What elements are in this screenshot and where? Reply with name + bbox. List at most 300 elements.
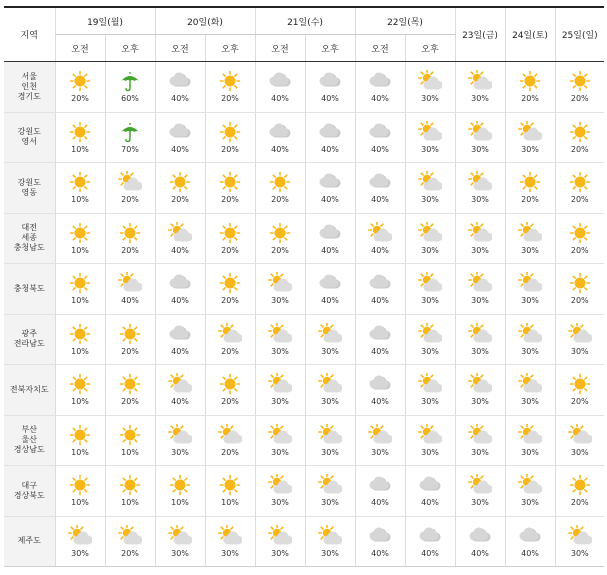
precipitation-chance: 30% (471, 397, 489, 407)
sun-behind-cloud-icon (468, 171, 492, 193)
forecast-cell (455, 264, 505, 315)
region-label (4, 466, 55, 517)
region-label-line: 경기도 (17, 91, 41, 101)
precipitation-chance: 40% (171, 346, 189, 356)
forecast-cell (405, 62, 455, 113)
sun-behind-cloud-icon (268, 525, 292, 547)
sun-behind-cloud-icon (318, 474, 342, 496)
sun-behind-cloud-icon (418, 272, 442, 294)
sun-icon (218, 222, 242, 244)
region-label-line: 영동 (21, 187, 37, 197)
sun-icon (168, 474, 192, 496)
precipitation-chance: 30% (471, 346, 489, 356)
forecast-cell (305, 516, 355, 567)
forecast-cell (105, 213, 155, 264)
sun-behind-cloud-icon (418, 222, 442, 244)
sun-behind-cloud-icon (268, 474, 292, 496)
precipitation-chance: 30% (471, 144, 489, 154)
precipitation-chance: 10% (71, 144, 89, 154)
precipitation-chance: 30% (421, 94, 439, 104)
precipitation-chance: 10% (71, 498, 89, 508)
precipitation-chance: 30% (421, 447, 439, 457)
precipitation-chance: 40% (371, 94, 389, 104)
forecast-cell (555, 365, 604, 416)
precipitation-chance: 30% (521, 397, 539, 407)
precipitation-chance: 40% (371, 144, 389, 154)
region-label (4, 516, 55, 567)
forecast-cell (255, 365, 305, 416)
sun-icon (518, 70, 542, 92)
region-label-line: 인천 (21, 81, 37, 91)
cloud-icon (318, 121, 342, 143)
forecast-cell (205, 466, 255, 517)
region-label-line: 서울 (21, 71, 37, 81)
forecast-cell (305, 314, 355, 365)
sun-behind-cloud-icon (468, 272, 492, 294)
precipitation-chance: 40% (371, 397, 389, 407)
forecast-cell (305, 466, 355, 517)
sun-icon (568, 70, 592, 92)
region-label-line: 대구 (21, 480, 37, 490)
cloud-icon (168, 70, 192, 92)
sun-icon (218, 272, 242, 294)
cloud-icon (318, 70, 342, 92)
am-header-21: 오전 (255, 35, 305, 62)
day-header-22: 22일(목) (355, 7, 455, 35)
forecast-cell (155, 163, 205, 214)
precipitation-chance: 20% (221, 296, 239, 306)
sun-behind-cloud-icon (318, 323, 342, 345)
day-header-21: 21일(수) (255, 7, 355, 35)
forecast-cell (455, 112, 505, 163)
sun-icon (68, 424, 92, 446)
day-header-19: 19일(월) (55, 7, 155, 35)
precipitation-chance: 40% (471, 548, 489, 558)
cloud-icon (318, 222, 342, 244)
precipitation-chance: 40% (371, 296, 389, 306)
precipitation-chance: 40% (171, 397, 189, 407)
forecast-cell (55, 415, 105, 466)
sun-icon (218, 70, 242, 92)
precipitation-chance: 30% (570, 346, 589, 356)
weather-forecast-table (4, 6, 604, 567)
sun-behind-cloud-icon (168, 222, 192, 244)
precipitation-chance: 20% (121, 245, 139, 255)
region-label-line: 충청북도 (13, 283, 45, 293)
day-header-20: 20일(화) (155, 7, 255, 35)
forecast-cell (255, 112, 305, 163)
cloud-icon (168, 272, 192, 294)
forecast-cell (555, 62, 604, 113)
table-row (4, 213, 604, 264)
precipitation-chance: 20% (570, 94, 589, 104)
precipitation-chance: 20% (521, 195, 539, 205)
precipitation-chance: 30% (321, 397, 339, 407)
region-label-line: 경상남도 (13, 445, 45, 455)
precipitation-chance: 20% (121, 195, 139, 205)
region-label-line: 대전 (21, 223, 37, 233)
precipitation-chance: 30% (271, 498, 289, 508)
forecast-cell (255, 466, 305, 517)
sun-behind-cloud-icon (468, 373, 492, 395)
forecast-cell (205, 314, 255, 365)
cloud-icon (268, 70, 292, 92)
forecast-cell (355, 163, 405, 214)
pm-header-19: 오후 (105, 35, 155, 62)
pm-header-20: 오후 (205, 35, 255, 62)
sun-icon (268, 222, 292, 244)
precipitation-chance: 30% (171, 447, 189, 457)
precipitation-chance: 30% (421, 397, 439, 407)
forecast-cell (155, 62, 205, 113)
region-label (4, 62, 55, 113)
region-label-line: 전북자치도 (9, 384, 49, 394)
forecast-cell (205, 163, 255, 214)
precipitation-chance: 30% (471, 447, 489, 457)
table-row (4, 264, 604, 315)
precipitation-chance: 30% (271, 397, 289, 407)
sun-behind-cloud-icon (468, 474, 492, 496)
precipitation-chance: 20% (221, 346, 239, 356)
sun-icon (168, 171, 192, 193)
sun-behind-cloud-icon (418, 323, 442, 345)
precipitation-chance: 20% (570, 498, 589, 508)
precipitation-chance: 30% (471, 195, 489, 205)
precipitation-chance: 10% (71, 195, 89, 205)
sun-behind-cloud-icon (318, 525, 342, 547)
forecast-cell (155, 213, 205, 264)
precipitation-chance: 30% (521, 447, 539, 457)
region-label-line: 광주 (21, 329, 37, 339)
region-label-line: 부산 (21, 425, 37, 435)
forecast-cell (255, 516, 305, 567)
forecast-cell (405, 163, 455, 214)
precipitation-chance: 20% (271, 245, 289, 255)
precipitation-chance: 30% (321, 548, 339, 558)
precipitation-chance: 30% (471, 245, 489, 255)
sun-icon (218, 373, 242, 395)
precipitation-chance: 30% (71, 548, 89, 558)
precipitation-chance: 20% (71, 94, 89, 104)
cloud-icon (268, 121, 292, 143)
precipitation-chance: 40% (371, 498, 389, 508)
sun-behind-cloud-icon (218, 525, 242, 547)
forecast-cell (505, 466, 555, 517)
precipitation-chance: 10% (71, 397, 89, 407)
forecast-cell (555, 163, 604, 214)
forecast-cell (505, 415, 555, 466)
region-label-line: 전라남도 (13, 339, 45, 349)
precipitation-chance: 40% (371, 245, 389, 255)
precipitation-chance: 10% (71, 245, 89, 255)
precipitation-chance: 20% (570, 195, 589, 205)
cloud-icon (168, 323, 192, 345)
forecast-cell (205, 415, 255, 466)
forecast-cell (405, 213, 455, 264)
forecast-cell (105, 365, 155, 416)
forecast-cell (155, 112, 205, 163)
forecast-cell (155, 466, 205, 517)
sun-behind-cloud-icon (418, 373, 442, 395)
sun-behind-cloud-icon (418, 171, 442, 193)
forecast-cell (305, 112, 355, 163)
forecast-cell (405, 415, 455, 466)
forecast-cell (555, 264, 604, 315)
forecast-cell (55, 516, 105, 567)
sun-behind-cloud-icon (518, 272, 542, 294)
sun-icon (68, 171, 92, 193)
region-label-line: 강원도 (17, 177, 41, 187)
precipitation-chance: 20% (570, 397, 589, 407)
sun-behind-cloud-icon (568, 525, 592, 547)
forecast-cell (55, 466, 105, 517)
table-row (4, 516, 604, 567)
region-label (4, 314, 55, 365)
forecast-cell (155, 365, 205, 416)
cloud-icon (518, 525, 542, 547)
sun-icon (568, 171, 592, 193)
precipitation-chance: 40% (321, 296, 339, 306)
sun-behind-cloud-icon (118, 525, 142, 547)
precipitation-chance: 10% (171, 498, 189, 508)
sun-icon (118, 323, 142, 345)
day-header-23: 23일(금) (455, 7, 505, 62)
forecast-cell (455, 163, 505, 214)
umbrella-icon (118, 70, 142, 92)
pm-header-22: 오후 (405, 35, 455, 62)
sun-icon (568, 272, 592, 294)
precipitation-chance: 10% (221, 498, 239, 508)
sun-icon (118, 222, 142, 244)
forecast-cell (455, 62, 505, 113)
cloud-icon (368, 525, 392, 547)
region-label-line: 울산 (21, 435, 37, 445)
forecast-cell (305, 264, 355, 315)
sun-icon (218, 474, 242, 496)
precipitation-chance: 40% (271, 94, 289, 104)
sun-icon (68, 373, 92, 395)
forecast-cell (155, 516, 205, 567)
forecast-cell (255, 314, 305, 365)
precipitation-chance: 30% (521, 498, 539, 508)
precipitation-chance: 20% (221, 195, 239, 205)
precipitation-chance: 20% (221, 447, 239, 457)
region-column-header: 지역 (4, 7, 55, 62)
precipitation-chance: 40% (171, 144, 189, 154)
cloud-icon (318, 171, 342, 193)
forecast-cell (405, 314, 455, 365)
cloud-icon (418, 525, 442, 547)
precipitation-chance: 10% (71, 447, 89, 457)
forecast-cell (255, 213, 305, 264)
precipitation-chance: 10% (121, 447, 139, 457)
precipitation-chance: 30% (271, 548, 289, 558)
am-header-20: 오전 (155, 35, 205, 62)
region-label-line: 충청남도 (13, 243, 45, 253)
cloud-icon (468, 525, 492, 547)
sun-icon (68, 323, 92, 345)
cloud-icon (368, 323, 392, 345)
forecast-cell (505, 516, 555, 567)
precipitation-chance: 10% (121, 498, 139, 508)
forecast-cell (555, 112, 604, 163)
precipitation-chance: 40% (321, 94, 339, 104)
forecast-cell (155, 415, 205, 466)
sun-icon (68, 121, 92, 143)
forecast-cell (505, 314, 555, 365)
forecast-cell (205, 213, 255, 264)
forecast-cell (505, 112, 555, 163)
cloud-icon (368, 272, 392, 294)
precipitation-chance: 30% (521, 144, 539, 154)
forecast-cell (455, 365, 505, 416)
precipitation-chance: 20% (171, 195, 189, 205)
forecast-cell (255, 62, 305, 113)
forecast-cell (55, 112, 105, 163)
precipitation-chance: 30% (570, 548, 589, 558)
sun-behind-cloud-icon (368, 424, 392, 446)
forecast-cell (105, 516, 155, 567)
forecast-cell (555, 213, 604, 264)
forecast-cell (305, 213, 355, 264)
day-header-24: 24일(토) (505, 7, 555, 62)
precipitation-chance: 40% (121, 296, 139, 306)
sun-icon (268, 171, 292, 193)
region-label (4, 415, 55, 466)
table-row (4, 62, 604, 113)
precipitation-chance: 30% (421, 346, 439, 356)
forecast-cell (255, 264, 305, 315)
forecast-cell (355, 365, 405, 416)
sun-icon (218, 171, 242, 193)
sun-behind-cloud-icon (268, 323, 292, 345)
precipitation-chance: 30% (271, 447, 289, 457)
sun-behind-cloud-icon (518, 373, 542, 395)
forecast-cell (455, 213, 505, 264)
precipitation-chance: 20% (121, 397, 139, 407)
am-header-22: 오전 (355, 35, 405, 62)
forecast-cell (405, 264, 455, 315)
pm-header-21: 오후 (305, 35, 355, 62)
precipitation-chance: 30% (570, 447, 589, 457)
sun-icon (568, 121, 592, 143)
sun-behind-cloud-icon (568, 424, 592, 446)
forecast-cell (255, 415, 305, 466)
forecast-cell (555, 415, 604, 466)
sun-behind-cloud-icon (418, 121, 442, 143)
forecast-cell (455, 466, 505, 517)
precipitation-chance: 30% (421, 245, 439, 255)
precipitation-chance: 40% (321, 195, 339, 205)
forecast-cell (355, 314, 405, 365)
sun-behind-cloud-icon (118, 171, 142, 193)
forecast-cell (305, 62, 355, 113)
precipitation-chance: 20% (570, 296, 589, 306)
sun-behind-cloud-icon (268, 272, 292, 294)
forecast-cell (305, 163, 355, 214)
region-label-line: 제주도 (17, 536, 41, 546)
forecast-cell (55, 213, 105, 264)
sun-icon (118, 474, 142, 496)
region-label-line: 경상북도 (13, 490, 45, 500)
forecast-cell (205, 516, 255, 567)
region-label (4, 264, 55, 315)
precipitation-chance: 30% (471, 94, 489, 104)
umbrella-icon (118, 121, 142, 143)
precipitation-chance: 30% (421, 144, 439, 154)
precipitation-chance: 40% (371, 346, 389, 356)
region-label-line: 세종 (21, 233, 37, 243)
forecast-cell (105, 62, 155, 113)
sun-icon (68, 272, 92, 294)
precipitation-chance: 70% (121, 144, 139, 154)
forecast-cell (355, 415, 405, 466)
forecast-cell (505, 62, 555, 113)
forecast-cell (405, 466, 455, 517)
sun-icon (68, 222, 92, 244)
forecast-cell (455, 415, 505, 466)
sun-behind-cloud-icon (318, 373, 342, 395)
cloud-icon (368, 474, 392, 496)
table-row (4, 163, 604, 214)
forecast-rows (4, 62, 604, 567)
sun-behind-cloud-icon (168, 373, 192, 395)
cloud-icon (368, 373, 392, 395)
forecast-cell (505, 365, 555, 416)
table-row (4, 314, 604, 365)
precipitation-chance: 30% (221, 548, 239, 558)
sun-behind-cloud-icon (468, 121, 492, 143)
forecast-cell (105, 163, 155, 214)
cloud-icon (318, 272, 342, 294)
forecast-cell (405, 112, 455, 163)
forecast-cell (555, 466, 604, 517)
forecast-cell (555, 516, 604, 567)
sun-behind-cloud-icon (268, 373, 292, 395)
forecast-cell (55, 314, 105, 365)
sun-behind-cloud-icon (118, 272, 142, 294)
precipitation-chance: 30% (421, 296, 439, 306)
forecast-cell (255, 163, 305, 214)
forecast-cell (105, 112, 155, 163)
precipitation-chance: 40% (521, 548, 539, 558)
table-row (4, 365, 604, 416)
am-header-19: 오전 (55, 35, 105, 62)
forecast-cell (155, 264, 205, 315)
precipitation-chance: 20% (221, 94, 239, 104)
region-label (4, 112, 55, 163)
forecast-cell (305, 415, 355, 466)
precipitation-chance: 20% (271, 195, 289, 205)
region-label (4, 163, 55, 214)
precipitation-chance: 30% (271, 296, 289, 306)
forecast-cell (355, 213, 405, 264)
forecast-cell (405, 516, 455, 567)
precipitation-chance: 40% (171, 94, 189, 104)
precipitation-chance: 20% (221, 397, 239, 407)
precipitation-chance: 30% (321, 346, 339, 356)
forecast-cell (155, 314, 205, 365)
forecast-cell (355, 516, 405, 567)
precipitation-chance: 30% (471, 296, 489, 306)
sun-behind-cloud-icon (518, 474, 542, 496)
precipitation-chance: 40% (171, 245, 189, 255)
precipitation-chance: 30% (521, 346, 539, 356)
sun-icon (568, 474, 592, 496)
precipitation-chance: 30% (521, 296, 539, 306)
precipitation-chance: 40% (371, 548, 389, 558)
table-row (4, 415, 604, 466)
